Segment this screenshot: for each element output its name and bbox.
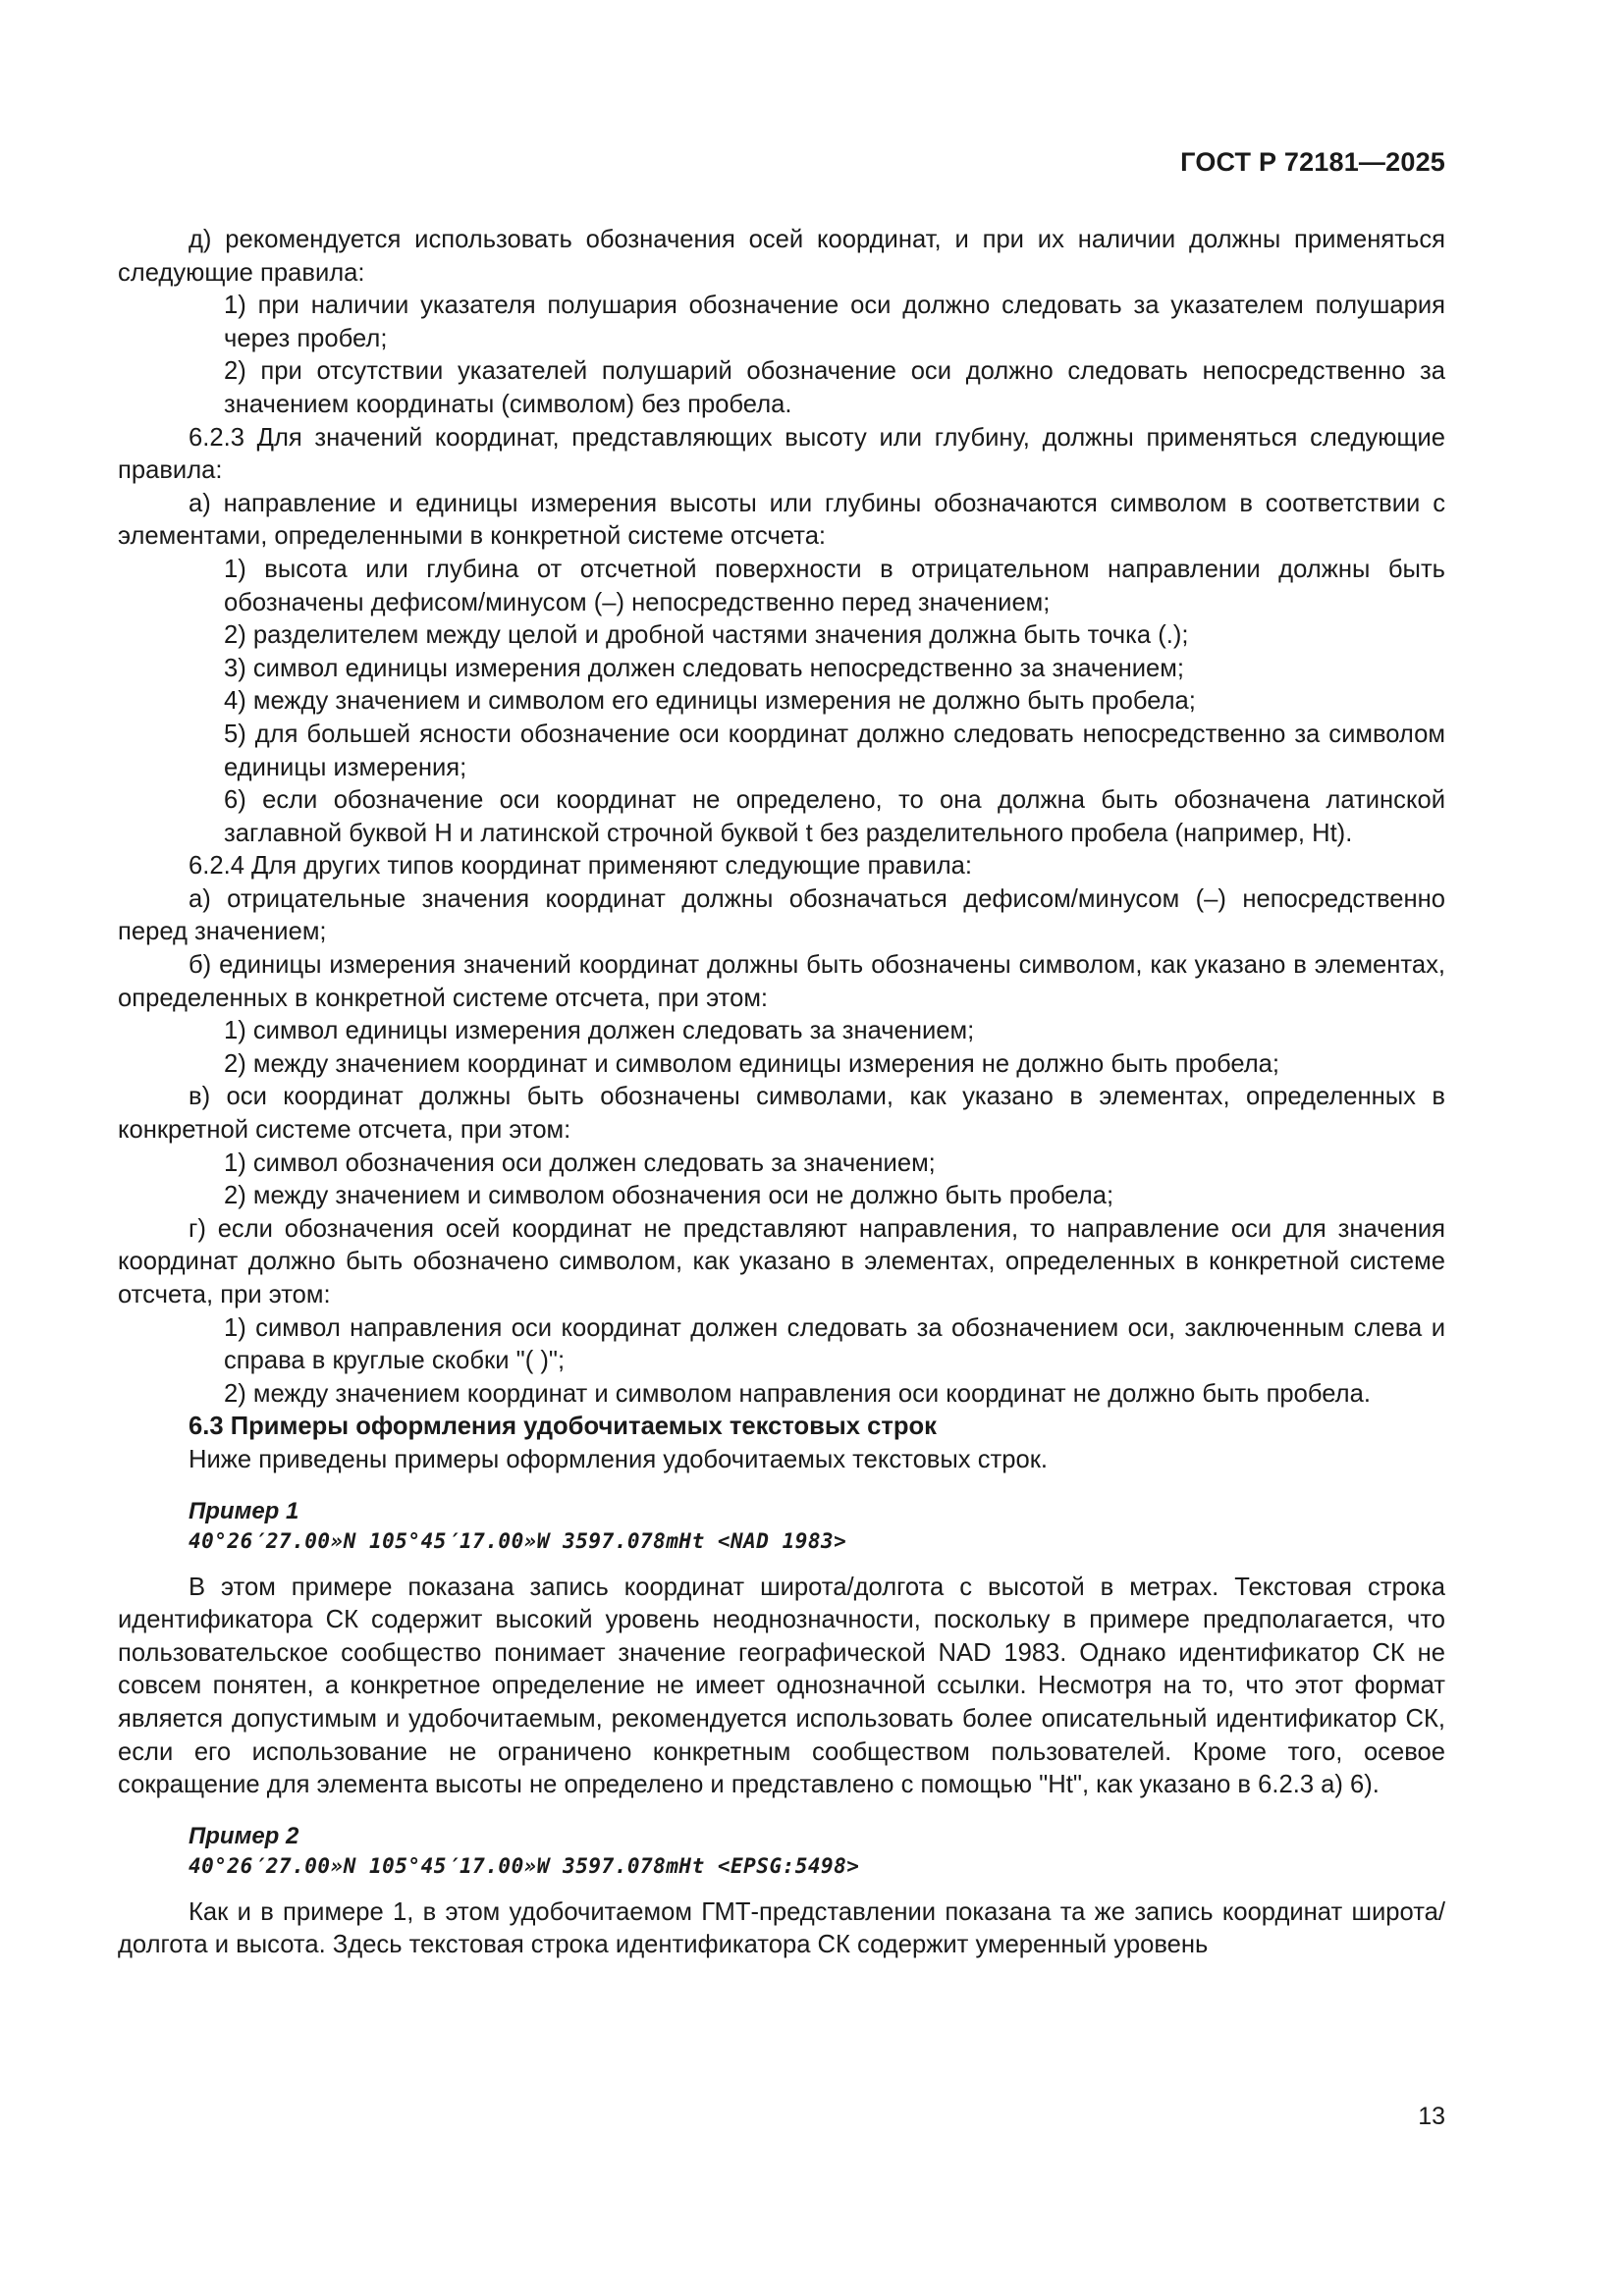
example-1-code: 40°26′27.00»N 105°45′17.00»W 3597.078mHt <NAD 1983>: [189, 1528, 847, 1553]
paragraph-6-2-3-a-1: 1) высота или глубина от отсчетной поверхности в отрицательном направлении должны быть обозначены дефисом/минусом (–) непосредственно перед значением;: [224, 555, 1445, 616]
paragraph-6-2-3-a-3: 3) символ единицы измерения должен следовать непосредственно за значением;: [224, 654, 1184, 682]
example-1-label: Пример 1: [189, 1497, 299, 1524]
standard-header: ГОСТ Р 72181—2025: [1180, 147, 1445, 177]
paragraph-d-2: 2) при отсутствии указателей полушарий обозначение оси должно следовать непосредственно за значением координаты (символом) без пробела.: [224, 357, 1445, 418]
paragraph-6-2-4-a: а) отрицательные значения координат должны обозначаться дефисом/минусом (–) непосредственно перед значением;: [118, 884, 1445, 946]
paragraph-6-2-3: 6.2.3 Для значений координат, представляющих высоту или глубину, должны применяться следующие правила:: [118, 423, 1445, 485]
paragraph-6-2-3-a-6: 6) если обозначение оси координат не определено, то она должна быть обозначена латинской заглавной буквой H и латинской строчной буквой t без разделительного пробела (например, Ht).: [224, 786, 1445, 847]
paragraph-6-2-4-v-1: 1) символ обозначения оси должен следовать за значением;: [224, 1148, 936, 1177]
paragraph-6-2-4-b: б) единицы измерения значений координат должны быть обозначены символом, как указано в элементах, определенных в конкретной системе отсчета, при этом:: [118, 951, 1445, 1012]
paragraph-6-2-4-b-2: 2) между значением координат и символом единицы измерения не должно быть пробела;: [224, 1049, 1279, 1078]
paragraph-6-2-4-g-2: 2) между значением координат и символом направления оси координат не должно быть пробела.: [224, 1379, 1371, 1408]
example-2-label: Пример 2: [189, 1822, 299, 1849]
paragraph-6-2-3-a: а) направление и единицы измерения высоты или глубины обозначаются символом в соответствии с элементами, определенными в конкретной системе отсчета:: [118, 489, 1445, 551]
page-number: 13: [1418, 2103, 1445, 2130]
paragraph-d-1: 1) при наличии указателя полушария обозначение оси должно следовать за указателем полушария через пробел;: [224, 292, 1445, 352]
example-2-text: Как и в примере 1, в этом удобочитаемом ГМТ-представлении показана та же запись координат широта/долгота и высота. Здесь текстовая строка идентификатора СК содержит умеренный уровень: [118, 1897, 1445, 1959]
paragraph-6-2-4-g-1: 1) символ направления оси координат должен следовать за обозначением оси, заключенным слева и справа в круглые скобки "( )";: [224, 1313, 1445, 1375]
example-2-code: 40°26′27.00»N 105°45′17.00»W 3597.078mHt <EPSG:5498>: [189, 1853, 860, 1878]
example-1-text: В этом примере показана запись координат широта/долгота с высотой в метрах. Текстовая строка идентификатора СК содержит высокий уровень неоднозначности, поскольку в примере предполагается, что пользовательское сообщество понимает значение географической NAD 1983. Однако идентификатор СК не совсем понятен, а конкретное определение не имеет однозначной ссылки. Несмотря на то, что этот формат является допустимым и удобочитаемым, рекомендуется использовать более описательный идентификатор СК, если его использование не ограничено конкретным сообществом пользователей. Кроме того, осевое сокращение для элемента высоты не определено и представлено с помощью "Ht", как указано в 6.2.3 а) 6).: [118, 1573, 1445, 1799]
document-body: [118, 224, 1445, 1962]
paragraph-6-2-4-b-1: 1) символ единицы измерения должен следовать за значением;: [224, 1017, 975, 1045]
paragraph-6-2-4: 6.2.4 Для других типов координат применяют следующие правила:: [189, 852, 972, 881]
paragraph-6-2-4-g: г) если обозначения осей координат не представляют направления, то направление оси для значения координат должно быть обозначено символом, как указано в элементах, определенных в конкретной системе отсчета, при этом:: [118, 1214, 1445, 1308]
paragraph-6-2-4-v: в) оси координат должны быть обозначены символами, как указано в элементах, определенных в конкретной системе отсчета, при этом:: [118, 1083, 1445, 1145]
paragraph-d: д) рекомендуется использовать обозначения осей координат, и при их наличии должны применяться следующие правила:: [118, 226, 1445, 287]
section-6-3-intro: Ниже приведены примеры оформления удобочитаемых текстовых строк.: [189, 1445, 1048, 1473]
paragraph-6-2-3-a-5: 5) для большей ясности обозначение оси координат должно следовать непосредственно за символом единицы измерения;: [224, 720, 1445, 781]
paragraph-6-2-4-v-2: 2) между значением и символом обозначения оси не должно быть пробела;: [224, 1182, 1114, 1210]
paragraph-6-2-3-a-4: 4) между значением и символом его единицы измерения не должно быть пробела;: [224, 687, 1196, 716]
paragraph-6-2-3-a-2: 2) разделителем между целой и дробной частями значения должна быть точка (.);: [224, 621, 1189, 650]
section-6-3-title: 6.3 Примеры оформления удобочитаемых текстовых строк: [189, 1413, 937, 1441]
